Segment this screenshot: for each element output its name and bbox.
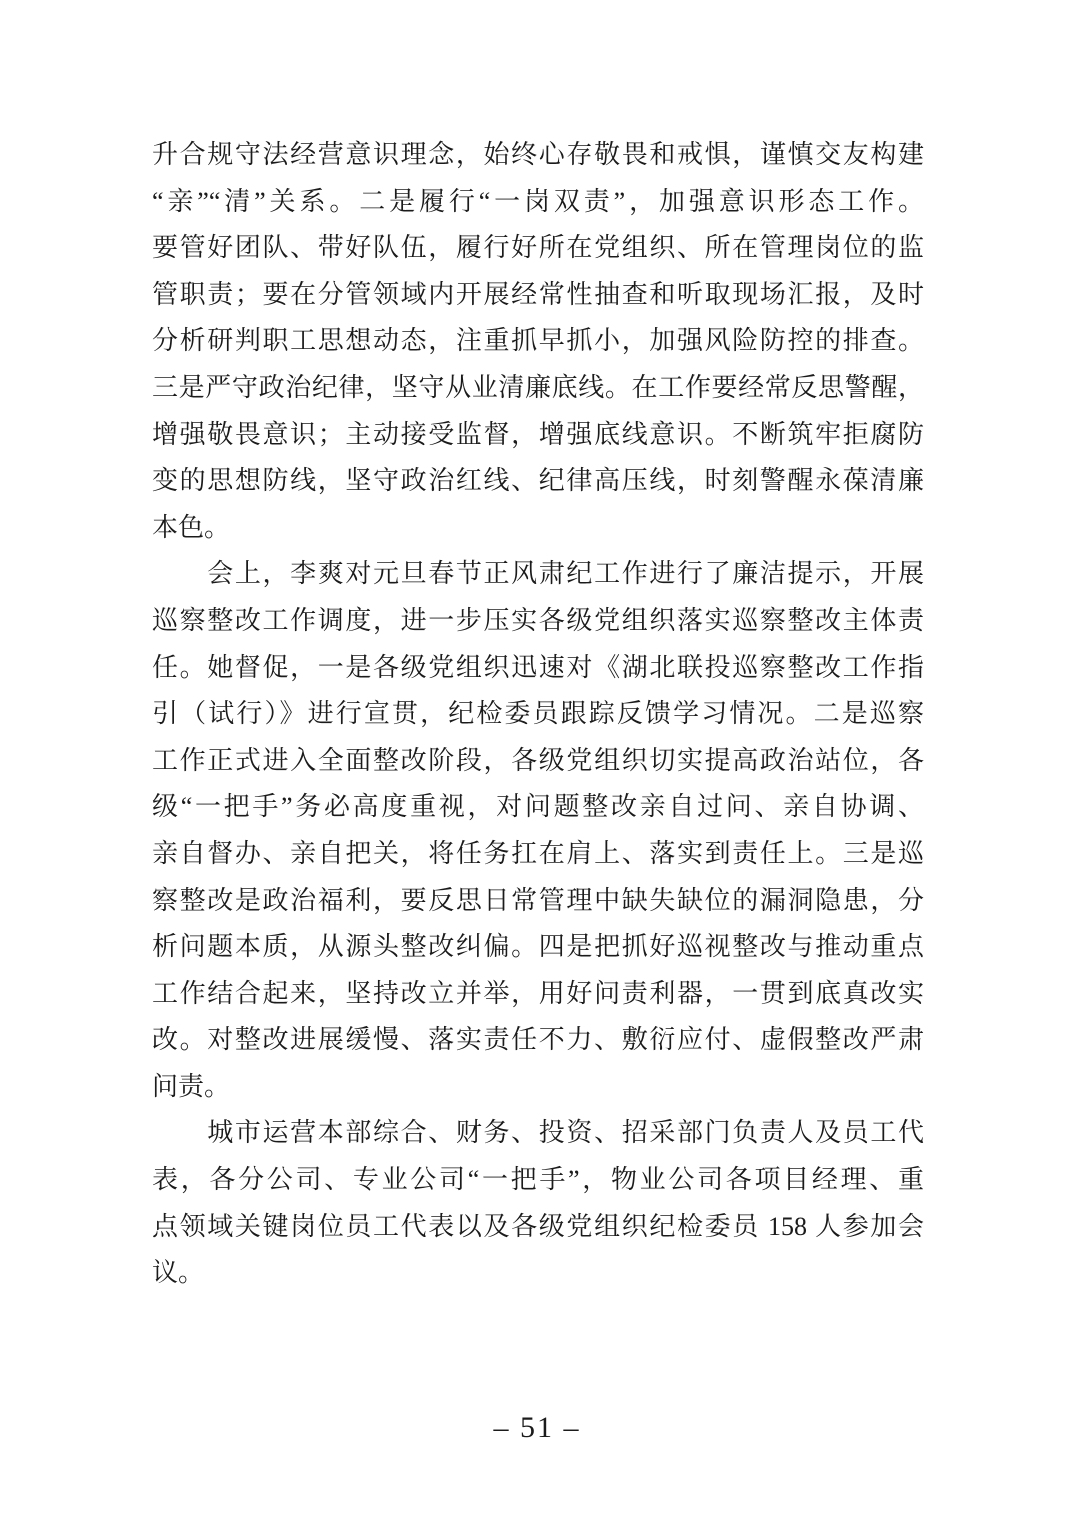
page-footer	[0, 1405, 1074, 1451]
text-line: 巡察整改工作调度，进一步压实各级党组织落实巡察整改主体责	[152, 605, 924, 635]
text-line: 点领域关键岗位员工代表以及各级党组织纪检委员 158 人参加会	[152, 1211, 924, 1241]
text-line: 城市运营本部综合、财务、投资、招采部门负责人及员工代	[152, 1118, 924, 1148]
text-line: 要管好团队、带好队伍，履行好所在党组织、所在管理岗位的监	[152, 233, 924, 263]
text-line: 增强敬畏意识；主动接受监督，增强底线意识。不断筑牢拒腐防	[152, 419, 924, 449]
text-line: 亲自督办、亲自把关，将任务扛在肩上、落实到责任上。三是巡	[152, 838, 924, 868]
text-line: 管职责；要在分管领域内开展经常性抽查和听取现场汇报，及时	[152, 279, 924, 309]
text-line: 会上，李爽对元旦春节正风肃纪工作进行了廉洁提示，开展	[152, 559, 924, 589]
text-line: “亲”“清”关系。二是履行“一岗双责”，加强意识形态工作。	[152, 186, 924, 216]
text-line: 任。她督促，一是各级党组织迅速对《湖北联投巡察整改工作指	[152, 652, 924, 682]
text-line: 三是严守政治纪律，坚守从业清廉底线。在工作要经常反思警醒，	[152, 372, 924, 402]
text-line: 本色。	[152, 512, 231, 542]
text-line: 工作结合起来，坚持改立并举，用好问责利器，一贯到底真改实	[152, 978, 924, 1008]
text-line: 议。	[152, 1258, 205, 1288]
text-line: 析问题本质，从源头整改纠偏。四是把抓好巡视整改与推动重点	[152, 932, 924, 962]
text-line: 工作正式进入全面整改阶段，各级党组织切实提高政治站位，各	[152, 745, 924, 775]
text-line: 问责。	[152, 1071, 231, 1101]
text-line: 变的思想防线，坚守政治红线、纪律高压线，时刻警醒永葆清廉	[152, 466, 924, 496]
document-body	[152, 132, 924, 1297]
page-number: – 51 –	[493, 1411, 581, 1444]
paragraph-1	[152, 132, 924, 551]
text-line: 级“一把手”务必高度重视，对问题整改亲自过问、亲自协调、	[152, 792, 924, 822]
text-line: 分析研判职工思想动态，注重抓早抓小，加强风险防控的排查。	[152, 326, 924, 356]
text-line: 升合规守法经营意识理念，始终心存敬畏和戒惧，谨慎交友构建	[152, 140, 924, 169]
text-line: 改。对整改进展缓慢、落实责任不力、敷衍应付、虚假整改严肃	[152, 1025, 924, 1055]
text-line: 察整改是政治福利，要反思日常管理中缺失缺位的漏洞隐患，分	[152, 885, 924, 915]
paragraph-3	[152, 1110, 924, 1296]
text-line: 表，各分公司、专业公司“一把手”，物业公司各项目经理、重	[152, 1165, 924, 1195]
text-line: 引（试行）》进行宣贯，纪检委员跟踪反馈学习情况。二是巡察	[152, 699, 924, 729]
paragraph-2	[152, 551, 924, 1110]
